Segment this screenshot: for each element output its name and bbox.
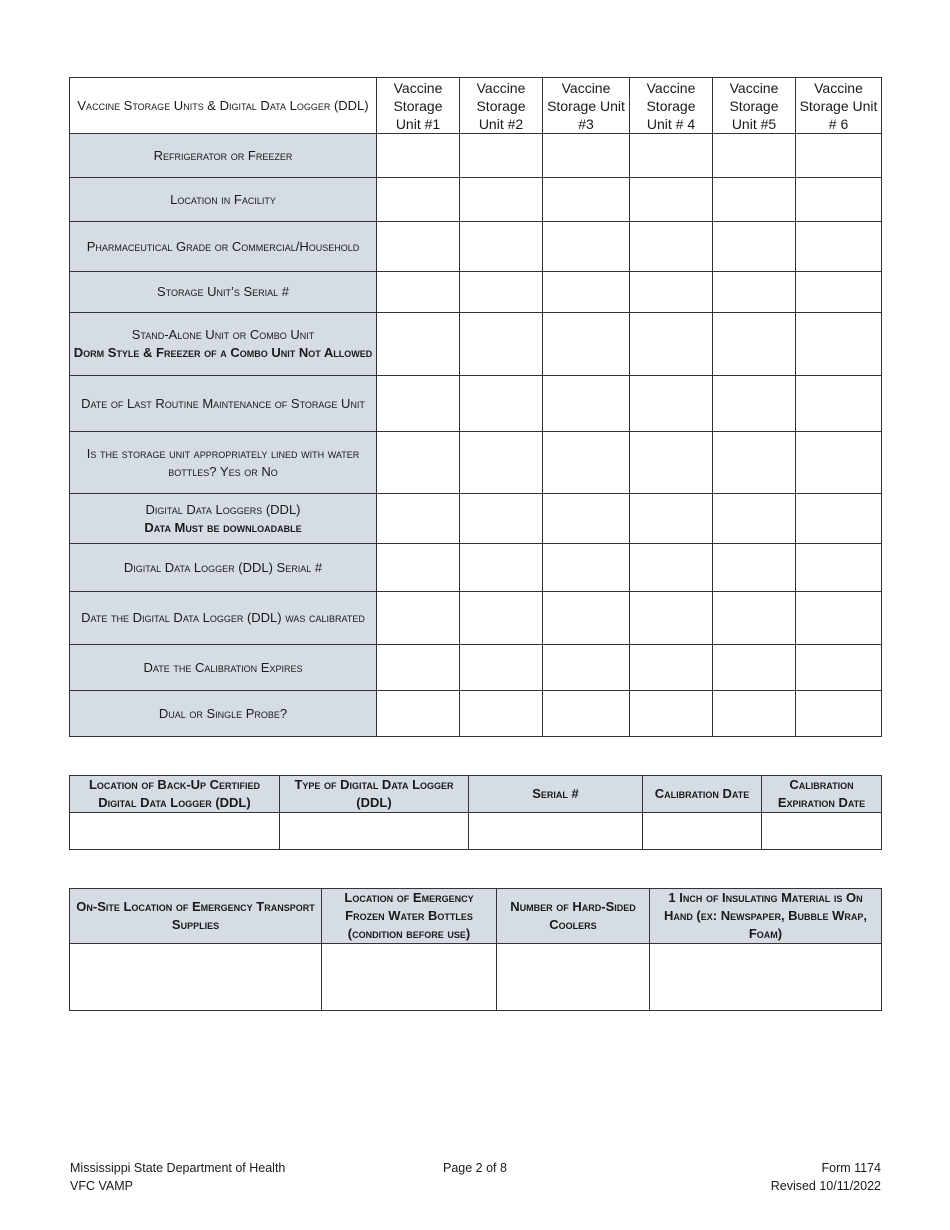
emergency-input-coolers[interactable] — [497, 944, 650, 1011]
storage-row-label — [70, 376, 377, 432]
emergency-header-coolers: Number of Hard-Sided Coolers — [497, 889, 650, 944]
storage-input-cell-unit-2[interactable] — [460, 134, 543, 178]
storage-row-label-text: Digital Data Logger (DDL) Serial # — [123, 559, 323, 575]
storage-units-table — [69, 77, 882, 737]
backup-header-calibration-date: Calibration Date — [643, 776, 762, 813]
storage-row-label — [70, 222, 377, 272]
storage-input-cell-unit-3[interactable] — [543, 313, 630, 376]
column-header-unit-2: Vaccine Storage Unit #2 — [460, 78, 543, 134]
backup-header-location: Location of Back-Up Certified Digital Data Logger (DDL) — [70, 776, 280, 813]
footer-org: Mississippi State Department of Health — [70, 1161, 286, 1175]
storage-input-cell-unit-4[interactable] — [630, 178, 713, 222]
storage-input-cell-unit-4[interactable] — [630, 691, 713, 737]
storage-row — [70, 222, 882, 272]
storage-input-cell-unit-2[interactable] — [460, 645, 543, 691]
storage-row-label — [70, 432, 377, 494]
storage-input-cell-unit-5[interactable] — [713, 494, 796, 544]
storage-input-cell-unit-6[interactable] — [796, 178, 882, 222]
backup-header-type: Type of Digital Data Logger (DDL) — [280, 776, 469, 813]
storage-input-cell-unit-3[interactable] — [543, 645, 630, 691]
storage-input-cell-unit-4[interactable] — [630, 432, 713, 494]
column-header-unit-4: Vaccine Storage Unit # 4 — [630, 78, 713, 134]
storage-input-cell-unit-4[interactable] — [630, 376, 713, 432]
storage-input-cell-unit-5[interactable] — [713, 432, 796, 494]
storage-table-body — [70, 134, 882, 737]
corner-header: Vaccine Storage Units & Digital Data Logger (DDL) — [70, 78, 377, 134]
storage-input-cell-unit-3[interactable] — [543, 222, 630, 272]
storage-input-cell-unit-6[interactable] — [796, 544, 882, 592]
storage-row-label-text: Storage Unit’s Serial # — [156, 284, 290, 299]
storage-row — [70, 178, 882, 222]
storage-input-cell-unit-6[interactable] — [796, 592, 882, 645]
storage-row-label-text: Digital Data Loggers (DDL) — [145, 501, 301, 517]
storage-row — [70, 645, 882, 691]
storage-input-cell-unit-3[interactable] — [543, 134, 630, 178]
storage-input-cell-unit-4[interactable] — [630, 494, 713, 544]
storage-input-cell-unit-2[interactable] — [460, 432, 543, 494]
storage-input-cell-unit-1[interactable] — [377, 178, 460, 222]
storage-input-cell-unit-4[interactable] — [630, 272, 713, 313]
emergency-supplies-table — [69, 888, 882, 1011]
storage-input-cell-unit-6[interactable] — [796, 313, 882, 376]
storage-input-cell-unit-3[interactable] — [543, 592, 630, 645]
storage-input-cell-unit-1[interactable] — [377, 313, 460, 376]
storage-input-cell-unit-5[interactable] — [713, 592, 796, 645]
storage-input-cell-unit-5[interactable] — [713, 544, 796, 592]
storage-input-cell-unit-1[interactable] — [377, 691, 460, 737]
storage-input-cell-unit-3[interactable] — [543, 494, 630, 544]
emergency-header-insulating-material: 1 Inch of Insulating Material is On Hand (ex: Newspaper, Bubble Wrap, Foam) — [650, 889, 882, 944]
footer-right — [771, 1159, 881, 1195]
storage-row-label — [70, 313, 377, 376]
storage-row — [70, 313, 882, 376]
storage-row — [70, 544, 882, 592]
storage-row-label-text: Date the Digital Data Logger (DDL) was calibrated — [81, 610, 365, 625]
emergency-header-transport-supplies: On-Site Location of Emergency Transport Supplies — [70, 889, 322, 944]
storage-input-cell-unit-6[interactable] — [796, 691, 882, 737]
storage-row-note: Data Must be downloadable — [144, 519, 302, 535]
storage-input-cell-unit-6[interactable] — [796, 432, 882, 494]
column-header-unit-3: Vaccine Storage Unit #3 — [543, 78, 630, 134]
storage-input-cell-unit-2[interactable] — [460, 376, 543, 432]
storage-input-cell-unit-2[interactable] — [460, 178, 543, 222]
storage-input-cell-unit-6[interactable] — [796, 134, 882, 178]
backup-input-type[interactable] — [280, 813, 469, 850]
backup-input-calibration-date[interactable] — [643, 813, 762, 850]
column-header-unit-6: Vaccine Storage Unit # 6 — [796, 78, 882, 134]
storage-input-cell-unit-1[interactable] — [377, 645, 460, 691]
storage-input-cell-unit-6[interactable] — [796, 272, 882, 313]
storage-row-label — [70, 645, 377, 691]
column-header-unit-1: Vaccine Storage Unit #1 — [377, 78, 460, 134]
storage-input-cell-unit-2[interactable] — [460, 592, 543, 645]
backup-input-expiration-date[interactable] — [762, 813, 882, 850]
footer-revised-date: Revised 10/11/2022 — [770, 1179, 881, 1193]
storage-row-note: Dorm Style & Freezer of a Combo Unit Not Allowed — [73, 345, 373, 360]
storage-input-cell-unit-4[interactable] — [630, 592, 713, 645]
emergency-input-water-bottles[interactable] — [322, 944, 497, 1011]
storage-input-cell-unit-3[interactable] — [543, 544, 630, 592]
storage-input-cell-unit-4[interactable] — [630, 134, 713, 178]
storage-input-cell-unit-2[interactable] — [460, 222, 543, 272]
storage-row-label — [70, 494, 377, 544]
storage-row — [70, 134, 882, 178]
storage-input-cell-unit-1[interactable] — [377, 544, 460, 592]
storage-row-label-text: Is the storage unit appropriately lined with water bottles? Yes or No — [86, 445, 360, 479]
backup-logger-table — [69, 775, 882, 850]
storage-row-label-text: Date the Calibration Expires — [143, 659, 303, 675]
storage-input-cell-unit-6[interactable] — [796, 494, 882, 544]
storage-input-cell-unit-2[interactable] — [460, 691, 543, 737]
storage-input-cell-unit-1[interactable] — [377, 376, 460, 432]
storage-row-label-text: Dual or Single Probe? — [158, 705, 288, 721]
storage-row — [70, 592, 882, 645]
storage-input-cell-unit-2[interactable] — [460, 313, 543, 376]
storage-input-cell-unit-5[interactable] — [713, 645, 796, 691]
backup-header-serial: Serial # — [469, 776, 643, 813]
storage-input-cell-unit-5[interactable] — [713, 134, 796, 178]
storage-input-cell-unit-1[interactable] — [377, 134, 460, 178]
storage-row — [70, 272, 882, 313]
storage-input-cell-unit-5[interactable] — [713, 178, 796, 222]
storage-row-label — [70, 272, 377, 313]
storage-input-cell-unit-1[interactable] — [377, 272, 460, 313]
footer-program: VFC VAMP — [70, 1179, 133, 1193]
backup-header-expiration-date: Calibration Expiration Date — [762, 776, 882, 813]
storage-input-cell-unit-5[interactable] — [713, 272, 796, 313]
storage-input-cell-unit-2[interactable] — [460, 544, 543, 592]
storage-row-label — [70, 178, 377, 222]
storage-row — [70, 691, 882, 737]
storage-input-cell-unit-6[interactable] — [796, 376, 882, 432]
backup-input-location[interactable] — [70, 813, 280, 850]
emergency-header-water-bottles: Location of Emergency Frozen Water Bottles (condition before use) — [322, 889, 497, 944]
storage-input-cell-unit-5[interactable] — [713, 313, 796, 376]
storage-row-label — [70, 134, 377, 178]
storage-input-cell-unit-4[interactable] — [630, 544, 713, 592]
storage-row-label-text: Stand-Alone Unit or Combo Unit — [131, 327, 315, 342]
storage-input-cell-unit-1[interactable] — [377, 432, 460, 494]
emergency-input-insulating-material[interactable] — [650, 944, 882, 1011]
storage-input-cell-unit-4[interactable] — [630, 222, 713, 272]
emergency-input-transport-supplies[interactable] — [70, 944, 322, 1011]
storage-input-cell-unit-6[interactable] — [796, 645, 882, 691]
storage-input-cell-unit-6[interactable] — [796, 222, 882, 272]
storage-row — [70, 432, 882, 494]
storage-input-cell-unit-3[interactable] — [543, 432, 630, 494]
storage-input-cell-unit-1[interactable] — [377, 592, 460, 645]
storage-row-label-text: Location in Facility — [170, 191, 276, 207]
storage-row-label — [70, 691, 377, 737]
storage-row — [70, 494, 882, 544]
storage-input-cell-unit-4[interactable] — [630, 645, 713, 691]
storage-row-label-text: Pharmaceutical Grade or Commercial/Household — [86, 238, 360, 254]
storage-row-label-text: Date of Last Routine Maintenance of Storage Unit — [81, 395, 365, 411]
footer-form-number: Form 1174 — [821, 1161, 881, 1175]
column-header-unit-5: Vaccine Storage Unit #5 — [713, 78, 796, 134]
storage-input-cell-unit-5[interactable] — [713, 376, 796, 432]
storage-row-label — [70, 544, 377, 592]
storage-input-cell-unit-1[interactable] — [377, 494, 460, 544]
storage-row-label-text: Refrigerator or Freezer — [153, 147, 293, 163]
storage-input-cell-unit-5[interactable] — [713, 222, 796, 272]
storage-input-cell-unit-3[interactable] — [543, 178, 630, 222]
storage-input-cell-unit-4[interactable] — [630, 313, 713, 376]
storage-input-cell-unit-3[interactable] — [543, 376, 630, 432]
storage-input-cell-unit-2[interactable] — [460, 494, 543, 544]
storage-input-cell-unit-2[interactable] — [460, 272, 543, 313]
storage-input-cell-unit-3[interactable] — [543, 272, 630, 313]
footer-page-number: Page 2 of 8 — [443, 1161, 507, 1175]
storage-input-cell-unit-1[interactable] — [377, 222, 460, 272]
backup-input-serial[interactable] — [469, 813, 643, 850]
storage-row — [70, 376, 882, 432]
storage-row-label — [70, 592, 377, 645]
storage-input-cell-unit-3[interactable] — [543, 691, 630, 737]
storage-input-cell-unit-5[interactable] — [713, 691, 796, 737]
